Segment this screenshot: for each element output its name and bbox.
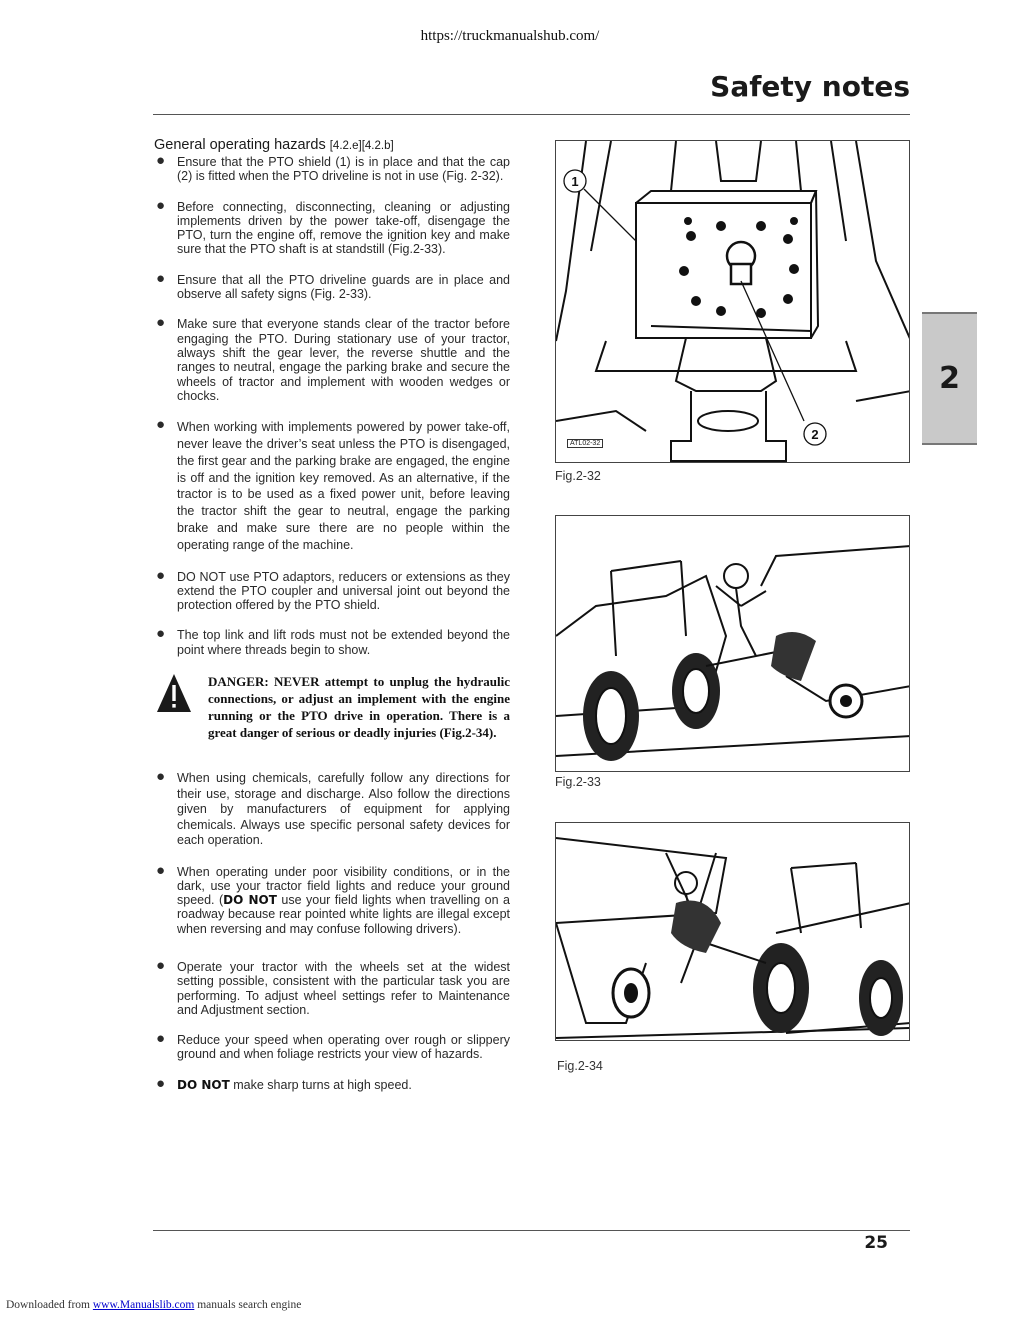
footer-credit xyxy=(6,1299,301,1311)
footer-tagline: manuals search engine xyxy=(197,1299,302,1311)
list-item-text: Make sure that everyone stands clear of the tractor before engaging the PTO. During stationary use of your tractor, always shift the gear lever, the reverse shuttle and the ranges to neutral, engage the parking brake and secure the wheels of tractor and implement with wooden wedges or chocks. xyxy=(177,317,510,403)
list-item-text: When operating under poor visibility conditions, or in the dark, use your tractor field lights and reduce your ground speed. ( xyxy=(177,864,510,908)
list-item-text: Before connecting, disconnecting, cleaning or adjusting implements driven by the power take-off, disengage the PTO, turn the engine off, remove the ignition key and make sure that the PTO shaft is at standstill (Fig.2-33). xyxy=(177,199,510,257)
bullet-icon: ● xyxy=(156,566,166,584)
footer-downloaded-label: Downloaded from xyxy=(6,1299,90,1311)
bullet-icon: ● xyxy=(156,1074,166,1092)
section-heading-text: General operating hazards xyxy=(154,137,326,153)
section-heading-ref: [4.2.e][4.2.b] xyxy=(329,140,394,152)
chapter-tab xyxy=(922,312,977,445)
bullet-icon: ● xyxy=(156,861,166,879)
figure-implement-danger xyxy=(555,822,910,1041)
bullet-icon: ● xyxy=(156,314,166,332)
figure-caption: Fig.2-32 xyxy=(555,469,601,483)
list-item-text: When using chemicals, carefully follow any directions for their use, storage and discharge. Also follow the directions given by manufacturers of equipment for applying chemicals. Always use specific personal safety devices for each operation. xyxy=(177,771,510,848)
list-item-text: use your field lights when travelling on a roadway because rear pointed white lights are illegal except when reversing and may confuse following drivers). xyxy=(177,893,510,936)
figure-caption: Fig.2-34 xyxy=(557,1059,603,1073)
bullet-icon: ● xyxy=(156,269,166,287)
bullet-icon: ● xyxy=(156,625,166,643)
list-item-text: make sharp turns at high speed. xyxy=(229,1077,412,1092)
bullet-icon: ● xyxy=(156,957,166,974)
hazard-list xyxy=(154,152,510,657)
list-item-text: Ensure that all the PTO driveline guards are in place and observe all safety signs (Fig. 2-33). xyxy=(177,272,510,302)
list-item-text: When working with implements powered by power take-off, never leave the driver’s seat unless the PTO is disengaged, the first gear and the parking brake are engaged, the engine is off and the ignition key removed. As an alternative, if the tractor is to be used as a fixed power unit, before leaving the tractor shift the gear to neutral, engage the parking brake and make sure there are no people within the operating range of the machine. xyxy=(177,420,510,552)
callout-2: 2 xyxy=(811,427,819,442)
emphasis-text: DO NOT xyxy=(177,1077,230,1092)
figure-code: ATL02-32 xyxy=(567,439,603,448)
section-heading xyxy=(154,137,510,153)
pto-entanglement-illustration-icon xyxy=(556,516,910,772)
list-item xyxy=(154,957,510,1017)
list-item xyxy=(154,1074,510,1092)
list-item xyxy=(154,1030,510,1062)
list-item-text: Reduce your speed when operating over rough or slippery ground and when foliage restricts your view of hazards. xyxy=(177,1033,510,1062)
list-item xyxy=(154,625,510,657)
list-item xyxy=(154,416,510,553)
list-item xyxy=(154,566,510,613)
text-column xyxy=(154,137,510,1108)
list-item-text: DO NOT use PTO adaptors, reducers or extensions as they extend the PTO coupler and universal joint out beyond the protection offered by the PTO shield. xyxy=(177,569,510,613)
danger-notice xyxy=(154,673,510,753)
page-number: 25 xyxy=(864,1233,888,1253)
source-url: https://truckmanualshub.com/ xyxy=(420,28,600,44)
implement-danger-illustration-icon xyxy=(556,823,910,1041)
chapter-number: 2 xyxy=(939,361,960,396)
list-item xyxy=(154,196,510,257)
manualslib-link[interactable]: www.Manualslib.com xyxy=(92,1299,195,1311)
callout-1: 1 xyxy=(571,174,579,189)
figure-pto-shield xyxy=(555,140,910,463)
header-divider xyxy=(153,114,910,115)
page-title: Safety notes xyxy=(710,70,910,103)
list-item-text: Ensure that the PTO shield (1) is in place and that the cap (2) is fitted when the PTO driveline is not in use (Fig. 2-32). xyxy=(177,155,510,184)
figure-caption: Fig.2-33 xyxy=(555,775,601,789)
hazard-list-continued xyxy=(154,768,510,1092)
figure-pto-entanglement xyxy=(555,515,910,772)
bullet-icon: ● xyxy=(156,152,166,169)
bullet-icon: ● xyxy=(156,1030,166,1048)
bullet-icon: ● xyxy=(156,416,166,434)
list-item xyxy=(154,269,510,302)
list-item-text: Operate your tractor with the wheels set at the widest setting possible, consistent with the particular task you are performing. To adjust wheel settings refer to Maintenance and Adjustment section. xyxy=(177,960,510,1017)
warning-triangle-icon xyxy=(156,673,192,713)
list-item-text: The top link and lift rods must not be extended beyond the point where threads begin to show. xyxy=(177,628,510,657)
list-item xyxy=(154,768,510,849)
danger-text: DANGER: NEVER attempt to unplug the hydraulic connections, or adjust an implement with the engine running or the PTO drive in operation. There is a great danger of serious or deadly injuries (Fig.2-34). xyxy=(208,674,510,741)
list-item xyxy=(154,861,510,936)
footer-divider xyxy=(153,1230,910,1231)
list-item xyxy=(154,314,510,403)
bullet-icon: ● xyxy=(156,768,166,786)
emphasis-text: DO NOT xyxy=(223,893,277,908)
list-item xyxy=(154,152,510,184)
bullet-icon: ● xyxy=(156,196,166,214)
pto-shield-illustration-icon xyxy=(556,141,910,463)
